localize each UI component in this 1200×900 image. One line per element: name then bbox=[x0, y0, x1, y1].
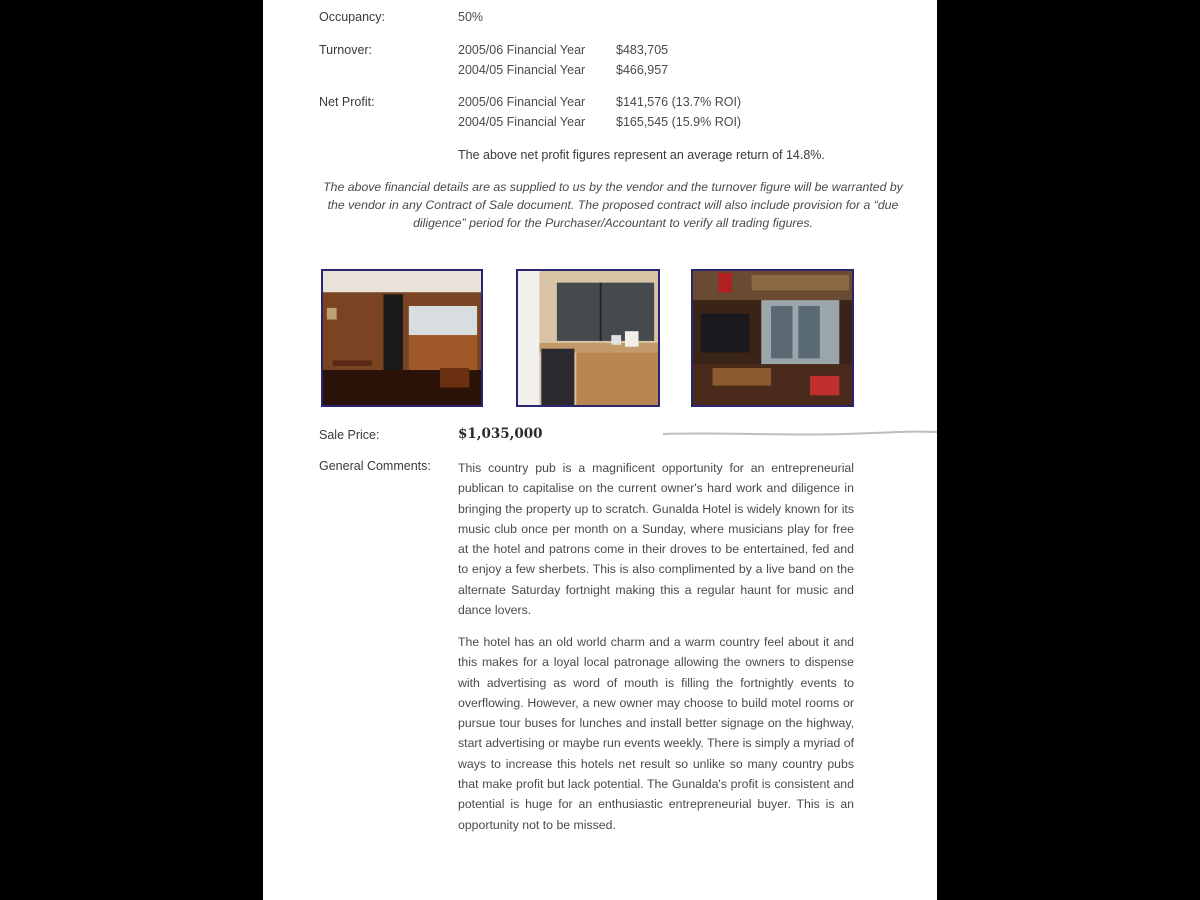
turnover-period-1: 2005/06 Financial Year bbox=[458, 43, 586, 57]
comments-paragraph-2: The hotel has an old world charm and a warm country feel about it and this makes for a loyal local patronage allowing the owners to dispense with advertising as word of mouth is filling the fortnightly events to overflowing. However, a new owner may choose to build motel rooms or pursue tour buses for lunches and install better signage on the highway, start advertising or maybe run events weekly. There is simply a myriad of ways to increase this hotels net result so unlike so many country pubs that make profit but lack potential. The Gunalda's profit is consistent and potential is huge for an enthusiastic entrepreneurial buyer. This is an opportunity not to be missed. bbox=[458, 635, 854, 832]
net-profit-amount-1: $141,576 (13.7% ROI) bbox=[616, 95, 742, 109]
net-profit-amount-2: $165,545 (15.9% ROI) bbox=[616, 115, 742, 129]
general-comments-label: General Comments: bbox=[319, 459, 431, 473]
turnover-period-2: 2004/05 Financial Year bbox=[458, 63, 586, 77]
financial-disclaimer: The above financial details are as supplied to us by the vendor and the turnover figure will be warranted by the vendor in any Contract of Sale document. The proposed contract will also include provision for a “due diligence” period for the Purchaser/Accountant to verify all trading figures. bbox=[323, 180, 903, 230]
bottle-shop-photo bbox=[691, 269, 854, 407]
document-page bbox=[263, 0, 937, 900]
turnover-amount-1: $483,705 bbox=[616, 43, 669, 57]
office-counter-photo bbox=[516, 269, 660, 407]
sale-price-label: Sale Price: bbox=[319, 428, 380, 442]
turnover-amount-2: $466,957 bbox=[616, 63, 669, 77]
net-profit-period-1: 2005/06 Financial Year bbox=[458, 95, 586, 109]
net-profit-label: Net Profit: bbox=[319, 95, 375, 109]
paper-fold-mark bbox=[663, 428, 937, 440]
occupancy-value: 50% bbox=[458, 10, 484, 24]
turnover-label: Turnover: bbox=[319, 43, 373, 57]
bar-interior-photo bbox=[321, 269, 483, 407]
net-profit-note: The above net profit figures represent an average return of 14.8%. bbox=[458, 148, 825, 162]
comments-paragraph-1: This country pub is a magnificent opportunity for an entrepreneurial publican to capitalise on the current owner's hard work and diligence in bringing the property up to scratch. Gunalda Hotel is widely known for its music club once per month on a Sunday, where musicians play for free at the hotel and patrons come in their droves to be entertained, fed and to enjoy a few sherbets. This is also complimented by a live band on the alternate Saturday fortnight making this a regular haunt for music and dance lovers. bbox=[458, 461, 854, 618]
net-profit-period-2: 2004/05 Financial Year bbox=[458, 115, 586, 129]
sale-price-value: $1,035,000 bbox=[458, 426, 543, 442]
occupancy-label: Occupancy: bbox=[319, 10, 386, 24]
